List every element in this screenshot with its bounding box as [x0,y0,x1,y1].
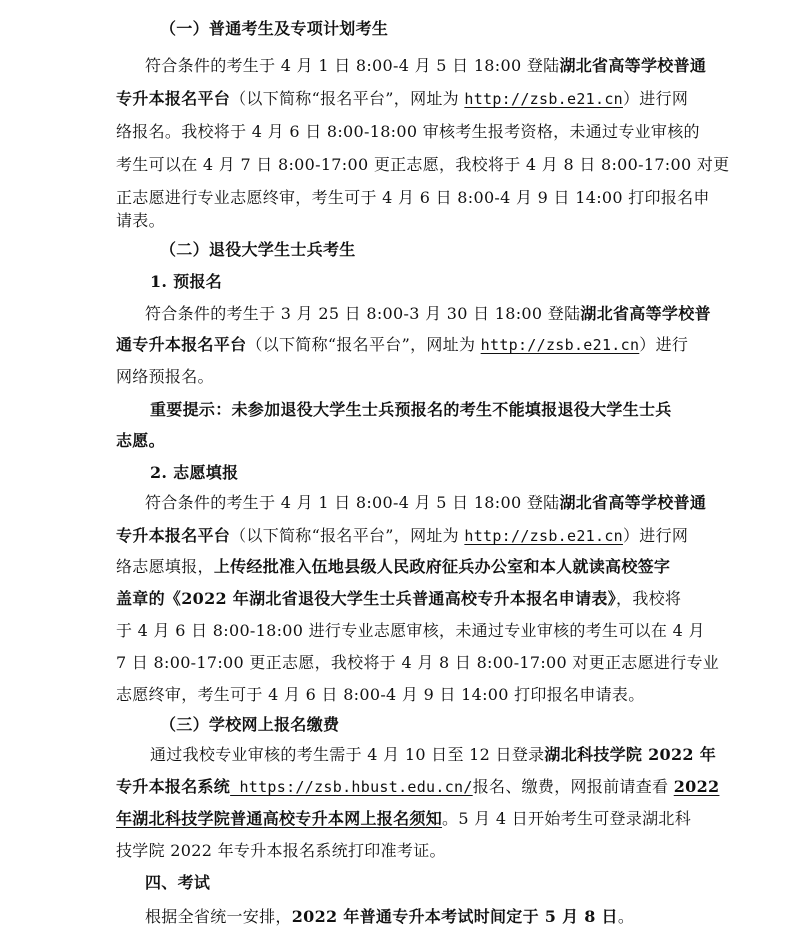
paragraph-line: 符合条件的考生于 4 月 1 日 8:00-4 月 5 日 18:00 登陆湖北省高等学校普通 [145,493,707,512]
registration-platform-link[interactable]: http://zsb.e21.cn [464,90,623,108]
paragraph-line: 符合条件的考生于 4 月 1 日 8:00-4 月 5 日 18:00 登陆湖北省高等学校普通 [145,56,707,75]
paragraph-line: 通专升本报名平台（以下简称“报名平台”，网址为 http://zsb.e21.cn）进行 [116,335,689,354]
paragraph-line: 正志愿进行专业志愿终审，考生可于 4 月 6 日 8:00-4 月 9 日 14:00 打印报名申 [116,188,710,207]
subsection-heading-pre-registration: 1. 预报名 [150,272,223,291]
paragraph-line: 符合条件的考生于 3 月 25 日 8:00-3 月 30 日 18:00 登陆湖北省高等学校普 [145,304,711,323]
subsection-heading-application: 2. 志愿填报 [150,463,239,482]
paragraph-line: 根据全省统一安排，2022 年普通专升本考试时间定于 5 月 8 日。 [145,907,635,926]
paragraph-line: 专升本报名系统 https://zsb.hbust.edu.cn/报名、缴费，网报前请查看 2022 [116,777,720,796]
registration-platform-link[interactable]: http://zsb.e21.cn [480,336,640,354]
section-heading-2: （二）退役大学生士兵考生 [160,240,356,259]
important-notice: 重要提示：未参加退役大学生士兵预报名的考生不能填报退役大学生士兵 [150,400,672,419]
paragraph-line: 技学院 2022 年专升本报名系统打印准考证。 [116,841,446,860]
section-heading-4: 四、考试 [145,873,211,892]
paragraph-line: 专升本报名平台（以下简称“报名平台”，网址为 http://zsb.e21.cn）进行网 [116,526,689,545]
section-heading-3: （三）学校网上报名缴费 [160,715,340,734]
section-heading-1: （一）普通考生及专项计划考生 [160,19,389,38]
paragraph-line: 通过我校专业审核的考生需于 4 月 10 日至 12 日登录湖北科技学院 2022 年 [150,745,716,764]
paragraph-line: 年湖北科技学院普通高校专升本网上报名须知。5 月 4 日开始考生可登录湖北科 [116,809,692,828]
paragraph-line: 请表。 [116,211,165,230]
paragraph-line: 网络预报名。 [116,367,214,386]
paragraph-line: 专升本报名平台（以下简称“报名平台”，网址为 http://zsb.e21.cn）进行网 [116,89,689,108]
school-registration-link[interactable]: https://zsb.hbust.edu.cn/ [230,778,473,796]
paragraph-line: 考生可以在 4 月 7 日 8:00-17:00 更正志愿，我校将于 4 月 8 日 8:00-17:00 对更 [116,155,730,174]
registration-platform-link[interactable]: http://zsb.e21.cn [464,527,623,545]
paragraph-line: 于 4 月 6 日 8:00-18:00 进行专业志愿审核，未通过专业审核的考生可以在 4 月 [116,621,705,640]
paragraph-line: 络报名。我校将于 4 月 6 日 8:00-18:00 审核考生报考资格，未通过专业审核的 [116,122,700,141]
paragraph-line: 盖章的《2022 年湖北省退役大学生士兵普通高校专升本报名申请表》，我校将 [116,589,682,608]
paragraph-line: 7 日 8:00-17:00 更正志愿，我校将于 4 月 8 日 8:00-17:00 对更正志愿进行专业 [116,653,720,672]
registration-notice-link[interactable]: 2022 [673,777,720,796]
paragraph-line: 络志愿填报，上传经批准入伍地县级人民政府征兵办公室和本人就读高校签字 [116,557,671,576]
registration-notice-link[interactable]: 年湖北科技学院普通高校专升本网上报名须知 [116,809,443,828]
important-notice: 志愿。 [116,431,165,450]
paragraph-line: 志愿终审，考生可于 4 月 6 日 8:00-4 月 9 日 14:00 打印报名申请表。 [116,685,645,704]
